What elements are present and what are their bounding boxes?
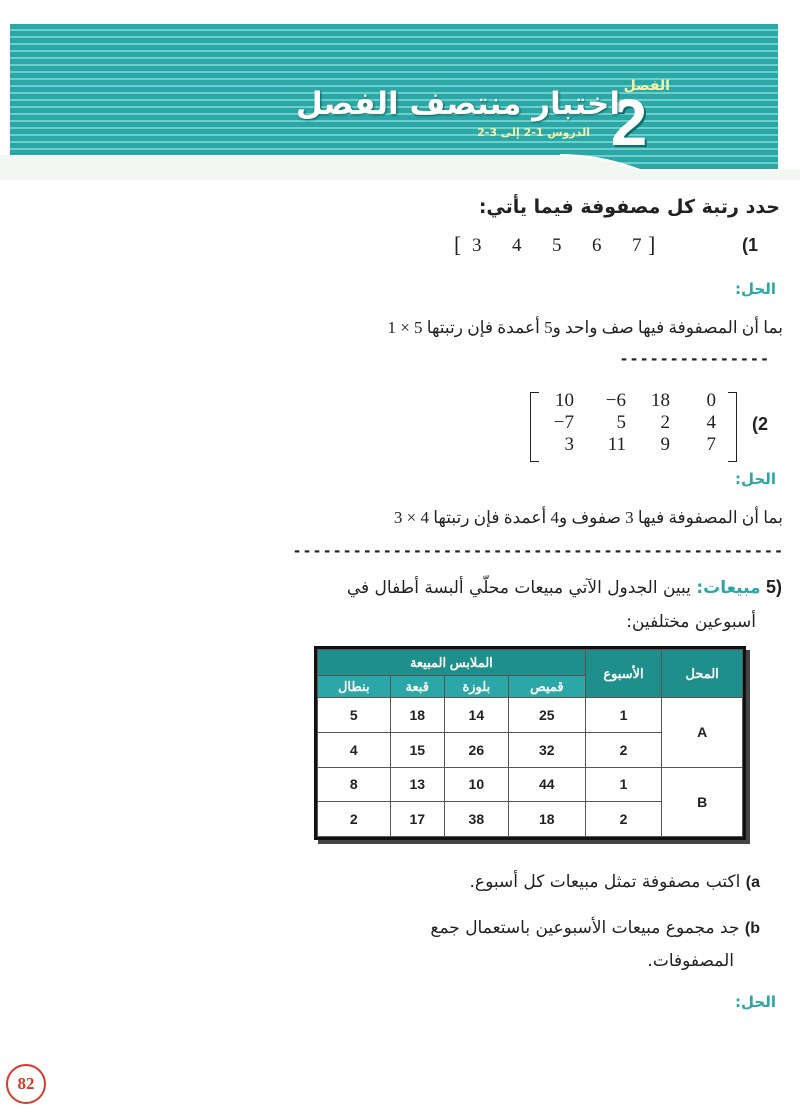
header-item: بنطال [318,676,391,698]
header-item: بلوزة [444,676,508,698]
matrix-2-cell: 7 [706,434,716,455]
chapter-label: الفصل [623,78,670,94]
store-cell: B [662,767,743,837]
item-b-letter: b) [744,920,760,937]
banner-subtitle: الدروس 1-2 إلى 3-2 [477,126,590,139]
separator-short: --------------- [619,350,770,368]
sales-table [314,646,746,840]
value-cell: 26 [444,732,508,767]
value-cell: 44 [508,767,585,802]
header-week: الأسبوع [585,650,662,698]
header-item: قبعة [390,676,444,698]
table-row [318,767,743,802]
matrix-1-cell: 4 [512,235,522,256]
table-row [318,698,743,733]
item-a-text: اكتب مصفوفة تمثل مبيعات كل أسبوع. [469,872,741,892]
week-cell: 1 [585,698,662,733]
week-cell: 2 [585,802,662,837]
item-a [320,866,760,899]
matrix-2-cell: 10 [555,390,574,411]
matrix-2-cell: 9 [660,434,670,455]
value-cell: 18 [508,802,585,837]
q2-solution-label: الحل: [735,470,776,488]
value-cell: 15 [390,732,444,767]
value-cell: 17 [390,802,444,837]
matrix-2-cell: 4 [706,412,716,433]
matrix-2-cell: 0 [706,390,716,411]
value-cell: 14 [444,698,508,733]
matrix-2-cell: 5 [616,412,626,433]
question-1-number: (1 [742,235,759,255]
question-5-keyword: مبيعات: [696,578,761,598]
question-5-text-2: أسبوعين مختلفين: [626,612,756,632]
matrix-2-cell: 2 [660,412,670,433]
matrix-1-cell: 5 [552,235,562,256]
value-cell: 5 [318,698,391,733]
header-clothes: الملابس المبيعة [318,650,586,676]
week-cell: 1 [585,767,662,802]
question-5-text-1: يبين الجدول الآتي مبيعات محلّي ألبسة أطفال في [346,578,691,598]
q5-solution-label: الحل: [735,993,776,1011]
q1-answer: بما أن المصفوفة فيها صف واحد و5 أعمدة فإن رتبتها 5 × 1 [387,318,783,337]
matrix-2-cell: 18 [651,390,670,411]
banner-title: اختبار منتصف الفصل [295,86,620,122]
value-cell: 8 [318,767,391,802]
matrix-2-right-bracket [728,392,737,462]
value-cell: 2 [318,802,391,837]
question-1 [454,232,784,262]
question-2 [530,392,770,462]
q2-answer: بما أن المصفوفة فيها 3 صفوف و4 أعمدة فإن رتبتها 4 × 3 [393,508,783,527]
matrix-2-cell: 11 [607,434,626,455]
matrix-1-cell: 7 [632,235,642,256]
matrix-2-cell: −7 [553,412,574,433]
question-5-line-1 [320,570,782,605]
value-cell: 38 [444,802,508,837]
separator-long: ------------------------------------------------- [292,542,784,560]
value-cell: 10 [444,767,508,802]
question-5 [320,570,782,639]
item-a-letter: a) [745,874,760,891]
value-cell: 13 [390,767,444,802]
item-b-text-1: جد مجموع مبيعات الأسبوعين باستعمال جمع [430,918,740,938]
item-b-text-2: المصفوفات. [647,951,734,971]
value-cell: 4 [318,732,391,767]
question-2-number: (2 [752,414,769,434]
value-cell: 18 [390,698,444,733]
question-5-number: (5 [765,577,782,597]
header-item: قميص [508,676,585,698]
value-cell: 25 [508,698,585,733]
matrix-1-cell: 6 [592,235,602,256]
item-b [320,912,760,977]
header-store: المحل [662,650,743,698]
page-number: 82 [6,1064,46,1104]
store-cell: A [662,698,743,768]
chapter-number: 2 [610,85,648,159]
value-cell: 32 [508,732,585,767]
week-cell: 2 [585,732,662,767]
matrix-2-cell: −6 [605,390,626,411]
matrix-2-cell: 3 [564,434,574,455]
matrix-1-left-bracket: [ [454,232,462,257]
q1-solution-label: الحل: [735,280,776,298]
matrix-1-right-bracket: ] [648,232,656,257]
matrix-1-cell: 3 [472,235,482,256]
instruction-heading: حدد رتبة كل مصفوفة فيما يأتي: [478,196,780,218]
